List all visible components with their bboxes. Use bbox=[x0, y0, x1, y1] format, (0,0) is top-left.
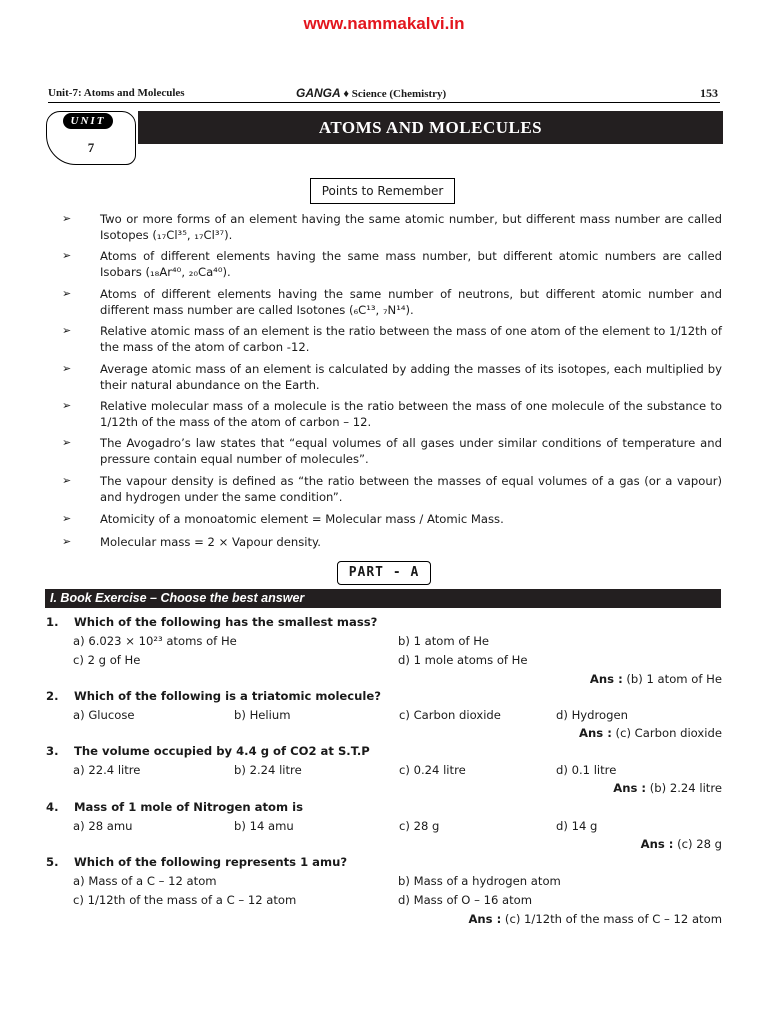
unit-number: 7 bbox=[87, 140, 95, 155]
answer-option[interactable]: b) 1 atom of He bbox=[398, 634, 490, 648]
answer-key bbox=[468, 912, 722, 926]
diamond-icon: ♦ bbox=[343, 88, 350, 100]
answer-label: Ans : bbox=[468, 912, 502, 926]
answer-option[interactable]: b) 14 amu bbox=[234, 819, 294, 833]
answer-option[interactable]: d) Mass of O – 16 atom bbox=[398, 893, 533, 907]
book-subject bbox=[296, 86, 446, 100]
point-text: Average atomic mass of an element is calculated by adding the masses of its isotopes, each multiplied by their natural abundance on the Earth. bbox=[100, 362, 722, 392]
question-text: Which of the following has the smallest mass? bbox=[74, 615, 378, 629]
unit-label: Unit-7: Atoms and Molecules bbox=[48, 87, 185, 99]
point-text: Atoms of different elements having the same number of neutrons, but different atomic number and different mass number are called Isotones (₆C¹³, ₇N¹⁴). bbox=[100, 287, 722, 317]
answer-option[interactable]: b) Helium bbox=[234, 708, 291, 722]
arrow-bullet-icon: ➢ bbox=[62, 362, 72, 375]
answer-label: Ans : bbox=[613, 781, 647, 795]
answer-value: (c) 1/12th of the mass of C – 12 atom bbox=[501, 912, 722, 926]
chapter-title: ATOMS AND MOLECULES bbox=[138, 111, 723, 144]
answer-option[interactable]: d) Hydrogen bbox=[556, 708, 628, 722]
point-text: Two or more forms of an element having the same atomic number, but different mass number are called Isotopes (₁₇Cl³⁵, ₁₇Cl³⁷). bbox=[100, 212, 722, 242]
point-item bbox=[62, 534, 722, 550]
brand-name: GANGA bbox=[296, 86, 341, 100]
point-item bbox=[62, 286, 722, 318]
answer-option[interactable]: a) Mass of a C – 12 atom bbox=[73, 874, 217, 888]
point-item bbox=[62, 398, 722, 430]
answer-option[interactable]: a) Glucose bbox=[73, 708, 135, 722]
question-text: Which of the following represents 1 amu? bbox=[74, 855, 348, 869]
question-number: 5. bbox=[46, 855, 59, 869]
point-text: The Avogadro’s law states that “equal volumes of all gases under similar conditions of temperature and pressure contain equal number of molecules”. bbox=[100, 436, 722, 466]
answer-option[interactable]: d) 14 g bbox=[556, 819, 598, 833]
answer-option[interactable]: c) 0.24 litre bbox=[399, 763, 466, 777]
unit-word: UNIT bbox=[63, 113, 113, 129]
website-url[interactable]: www.nammakalvi.in bbox=[303, 14, 465, 33]
arrow-bullet-icon: ➢ bbox=[62, 535, 72, 548]
answer-option[interactable]: c) 2 g of He bbox=[73, 653, 141, 667]
question-item bbox=[46, 689, 722, 749]
question-text: Which of the following is a triatomic molecule? bbox=[74, 689, 381, 703]
question-item bbox=[46, 744, 722, 804]
question-item bbox=[46, 855, 722, 926]
arrow-bullet-icon: ➢ bbox=[62, 436, 72, 449]
point-text: Relative atomic mass of an element is the ratio between the mass of one atom of the element to 1/12th of the mass of the atom of carbon -12. bbox=[100, 324, 722, 354]
question-number: 2. bbox=[46, 689, 59, 703]
answer-option[interactable]: c) 28 g bbox=[399, 819, 440, 833]
point-item bbox=[62, 435, 722, 467]
point-item bbox=[62, 211, 722, 243]
point-item bbox=[62, 323, 722, 355]
unit-badge bbox=[46, 111, 136, 165]
subject-name: Science (Chemistry) bbox=[351, 88, 447, 100]
question-number: 1. bbox=[46, 615, 59, 629]
question-number: 4. bbox=[46, 800, 59, 814]
answer-value: (b) 1 atom of He bbox=[622, 672, 722, 686]
answer-label: Ans : bbox=[640, 837, 674, 851]
page-number: 153 bbox=[700, 86, 718, 100]
answer-option[interactable]: a) 6.023 × 10²³ atoms of He bbox=[73, 634, 237, 648]
question-text: Mass of 1 mole of Nitrogen atom is bbox=[74, 800, 303, 814]
arrow-bullet-icon: ➢ bbox=[62, 512, 72, 525]
answer-label: Ans : bbox=[579, 726, 612, 740]
answer-option[interactable]: b) Mass of a hydrogen atom bbox=[398, 874, 561, 888]
answer-value: (c) 28 g bbox=[673, 837, 722, 851]
answer-option[interactable]: d) 1 mole atoms of He bbox=[398, 653, 528, 667]
point-text: Atoms of different elements having the same mass number, but different atomic numbers are called Isobars (₁₈Ar⁴⁰, ₂₀Ca⁴⁰). bbox=[100, 249, 722, 279]
question-item bbox=[46, 615, 722, 686]
question-number: 3. bbox=[46, 744, 59, 758]
answer-option[interactable]: c) 1/12th of the mass of a C – 12 atom bbox=[73, 893, 297, 907]
answer-value: (c) Carbon dioxide bbox=[611, 726, 722, 740]
answer-option[interactable]: d) 0.1 litre bbox=[556, 763, 617, 777]
arrow-bullet-icon: ➢ bbox=[62, 399, 72, 412]
point-text: Atomicity of a monoatomic element = Molecular mass / Atomic Mass. bbox=[100, 512, 504, 526]
arrow-bullet-icon: ➢ bbox=[62, 287, 72, 300]
answer-key bbox=[590, 672, 722, 686]
part-label: PART - A bbox=[337, 561, 431, 585]
answer-key bbox=[613, 781, 722, 795]
point-item bbox=[62, 511, 722, 527]
arrow-bullet-icon: ➢ bbox=[62, 474, 72, 487]
point-item bbox=[62, 361, 722, 393]
answer-label: Ans : bbox=[589, 672, 623, 686]
answer-key bbox=[579, 726, 722, 740]
answer-option[interactable]: a) 28 amu bbox=[73, 819, 133, 833]
point-text: Relative molecular mass of a molecule is the ratio between the mass of one molecule of the substance to 1/12th of the mass of the atom of carbon – 12. bbox=[100, 399, 722, 429]
point-text: The vapour density is defined as “the ratio between the masses of equal volumes of a gas (or a vapour) and hydrogen under the same condition”. bbox=[100, 474, 722, 504]
arrow-bullet-icon: ➢ bbox=[62, 212, 72, 225]
points-heading: Points to Remember bbox=[310, 178, 455, 204]
arrow-bullet-icon: ➢ bbox=[62, 249, 72, 262]
point-item bbox=[62, 473, 722, 505]
question-item bbox=[46, 800, 722, 860]
answer-option[interactable]: c) Carbon dioxide bbox=[399, 708, 501, 722]
arrow-bullet-icon: ➢ bbox=[62, 324, 72, 337]
point-item bbox=[62, 248, 722, 280]
point-text: Molecular mass = 2 × Vapour density. bbox=[100, 535, 321, 549]
section-heading: I. Book Exercise – Choose the best answer bbox=[45, 589, 721, 608]
running-header bbox=[48, 86, 720, 103]
answer-option[interactable]: a) 22.4 litre bbox=[73, 763, 141, 777]
answer-key bbox=[641, 837, 722, 851]
answer-value: (b) 2.24 litre bbox=[646, 781, 722, 795]
answer-option[interactable]: b) 2.24 litre bbox=[234, 763, 302, 777]
question-text: The volume occupied by 4.4 g of CO2 at S.T.P bbox=[74, 744, 370, 758]
